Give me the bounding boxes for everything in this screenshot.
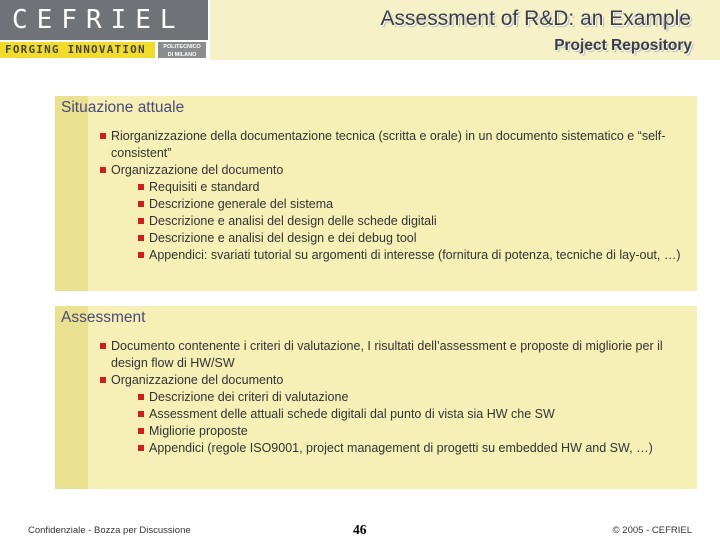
sub-list-item-text: Requisiti e standard <box>149 180 260 194</box>
bullet-square-icon <box>138 252 144 258</box>
sub-list-item-text: Migliorie proposte <box>149 424 248 438</box>
sub-list-item <box>138 406 690 423</box>
bullet-square-icon <box>138 428 144 434</box>
bullet-square-icon <box>100 343 106 349</box>
sub-list-item <box>138 389 690 406</box>
list-item <box>100 128 690 162</box>
slide-subtitle: Project Repository <box>554 37 692 54</box>
politecnico-line1: POLITECNICO <box>163 44 201 50</box>
logo-tagline: FORGING INNOVATION <box>5 43 146 56</box>
section-situazione-attuale <box>55 96 697 291</box>
section-heading: Assessment <box>61 309 146 326</box>
list-item-text: Documento contenente i criteri di valutazione, I risultati dell’assessment e proposte di migliorie per il design flow di HW/SW <box>111 339 663 370</box>
logo-wordmark: CEFRIEL <box>0 0 208 40</box>
section-assessment <box>55 306 697 489</box>
footer-confidentiality-note: Confidenziale - Bozza per Discussione <box>28 525 191 536</box>
sub-bullet-list <box>111 179 690 264</box>
footer-copyright: © 2005 - CEFRIEL <box>612 525 692 536</box>
bullet-square-icon <box>100 167 106 173</box>
sub-list-item-text: Assessment delle attuali schede digitali dal punto di vista sia HW che SW <box>149 407 555 421</box>
sub-list-item-text: Appendici (regole ISO9001, project management di progetti su embedded HW and SW, …) <box>149 441 653 455</box>
bullet-square-icon <box>138 218 144 224</box>
list-item-text: Riorganizzazione della documentazione tecnica (scritta e orale) in un documento sistematico e “self-consistent” <box>111 129 666 160</box>
politecnico-logo <box>158 42 206 58</box>
section-stripe <box>55 306 88 489</box>
bullet-square-icon <box>138 235 144 241</box>
sub-bullet-list <box>111 389 690 457</box>
list-item-text: Organizzazione del documento <box>111 373 284 387</box>
sub-list-item <box>138 423 690 440</box>
list-item <box>100 162 690 264</box>
bullet-list <box>100 338 690 457</box>
sub-list-item <box>138 196 690 213</box>
sub-list-item <box>138 440 690 457</box>
list-item-text: Organizzazione del documento <box>111 163 284 177</box>
bullet-square-icon <box>138 411 144 417</box>
sub-list-item <box>138 179 690 196</box>
sub-list-item-text: Descrizione dei criteri di valutazione <box>149 390 349 404</box>
cefriel-logo <box>0 0 210 60</box>
sub-list-item-text: Descrizione generale del sistema <box>149 197 334 211</box>
bullet-list <box>100 128 690 264</box>
bullet-square-icon <box>138 201 144 207</box>
slide-title: Assessment of R&D: an Example <box>380 7 691 30</box>
section-stripe <box>55 96 88 291</box>
section-heading: Situazione attuale <box>61 99 185 116</box>
politecnico-line2: DI MILANO <box>167 52 197 58</box>
sub-list-item <box>138 247 690 264</box>
page-number: 46 <box>353 522 367 537</box>
sub-list-item-text: Descrizione e analisi del design e dei debug tool <box>149 231 417 245</box>
sub-list-item-text: Descrizione e analisi del design delle schede digitali <box>149 214 437 228</box>
bullet-square-icon <box>100 133 106 139</box>
bullet-square-icon <box>138 394 144 400</box>
sub-list-item <box>138 230 690 247</box>
bullet-square-icon <box>138 445 144 451</box>
list-item <box>100 372 690 457</box>
bullet-square-icon <box>138 184 144 190</box>
bullet-square-icon <box>100 377 106 383</box>
sub-list-item <box>138 213 690 230</box>
sub-list-item-text: Appendici: svariati tutorial su argomenti di interesse (fornitura di potenza, tecniche di lay-out, …) <box>149 248 681 262</box>
list-item <box>100 338 690 372</box>
